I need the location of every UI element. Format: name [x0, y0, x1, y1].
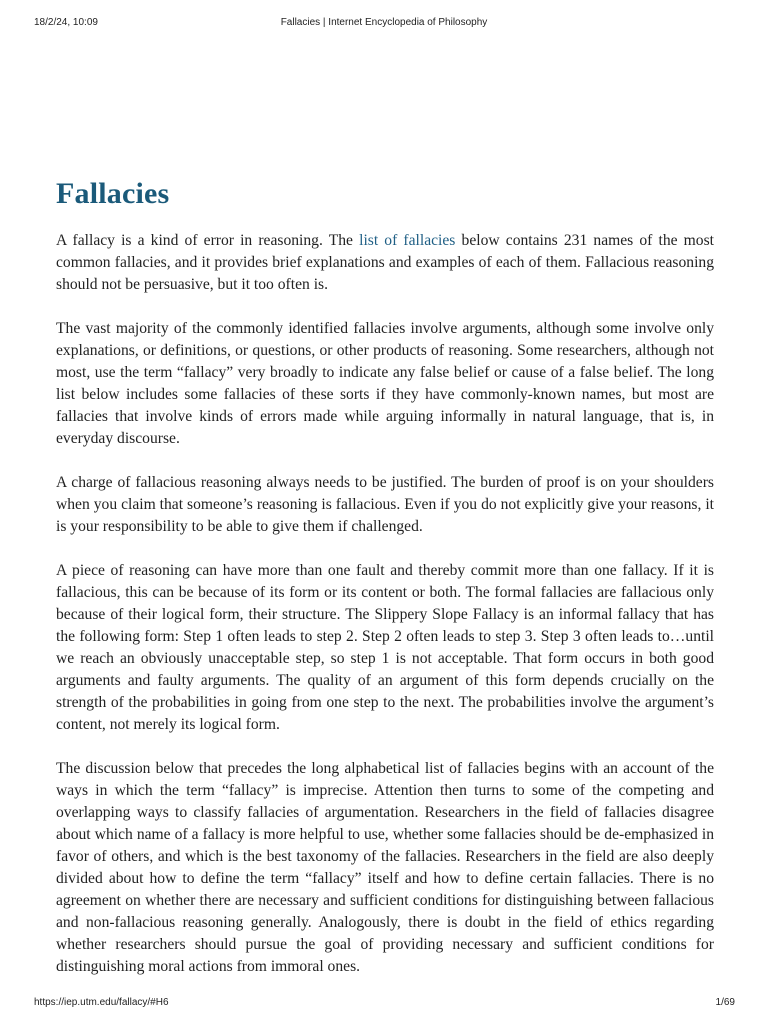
- print-footer: [0, 997, 768, 1011]
- intro-text-before-link: A fallacy is a kind of error in reasoning. The: [56, 232, 360, 249]
- print-url: https://iep.utm.edu/fallacy/#H6: [34, 997, 169, 1008]
- print-page-title: Fallacies | Internet Encyclopedia of Philosophy: [280, 17, 488, 28]
- list-of-fallacies-link[interactable]: list of fallacies: [359, 232, 456, 249]
- paragraph-3: A charge of fallacious reasoning always needs to be justified. The burden of proof is on your shoulders when you claim that someone’s reasoning is fallacious. Even if you do not explicitly give your reasons, it is your responsibility to be able to give them if challenged.: [56, 474, 714, 535]
- paragraph-5: The discussion below that precedes the long alphabetical list of fallacies begins with an account of the ways in which the term “fallacy” is imprecise. Attention then turns to some of the competing and overlapping ways to classify fallacies of argumentation. Researchers in the field of fallacies disagree about which name of a fallacy is more helpful to use, whether some fallacies should be de-emphasized in favor of others, and which is the best taxonomy of the fallacies. Researchers in the field are also deeply divided about how to define the term “fallacy” itself and how to define certain fallacies. There is no agreement on whether there are necessary and sufficient conditions for distinguishing between fallacious and non-fallacious reasoning generally. Analogously, there is doubt in the field of ethics regarding whether researchers should pursue the goal of providing necessary and sufficient conditions for distinguishing moral actions from immoral ones.: [56, 760, 714, 975]
- paragraph-2: The vast majority of the commonly identified fallacies involve arguments, although some involve only explanations, or definitions, or questions, or other products of reasoning. Some researchers, although not most, use the term “fallacy” very broadly to indicate any false belief or cause of a false belief. The long list below includes some fallacies of these sorts if they have commonly-known names, but most are fallacies that involve kinds of errors made while arguing informally in natural language, that is, in everyday discourse.: [56, 320, 714, 447]
- article-title: Fallacies: [56, 177, 170, 210]
- print-header: [0, 17, 768, 31]
- print-datetime: 18/2/24, 10:09: [34, 17, 98, 28]
- intro-text-after-link: below contains 231 names of the most common fallacies, and it provides brief explanations and examples of each of them. Fallacious reasoning should not be persuasive, but it too often is.: [56, 232, 715, 293]
- print-page-number: 1/69: [715, 997, 735, 1008]
- article-body: [56, 170, 714, 1000]
- paragraph-4: A piece of reasoning can have more than one fault and thereby commit more than one fallacy. If it is fallacious, this can be because of its form or its content or both. The formal fallacies are fallacious only because of their logical form, their structure. The Slippery Slope Fallacy is an informal fallacy that has the following form: Step 1 often leads to step 2. Step 2 often leads to step 3. Step 3 often leads to…until we reach an obviously unacceptable step, so step 1 is not acceptable. That form occurs in both good arguments and faulty arguments. The quality of an argument of this form depends crucially on the strength of the probabilities in going from one step to the next. The probabilities involve the argument’s content, not merely its logical form.: [56, 562, 714, 733]
- paragraph-intro: [56, 230, 714, 296]
